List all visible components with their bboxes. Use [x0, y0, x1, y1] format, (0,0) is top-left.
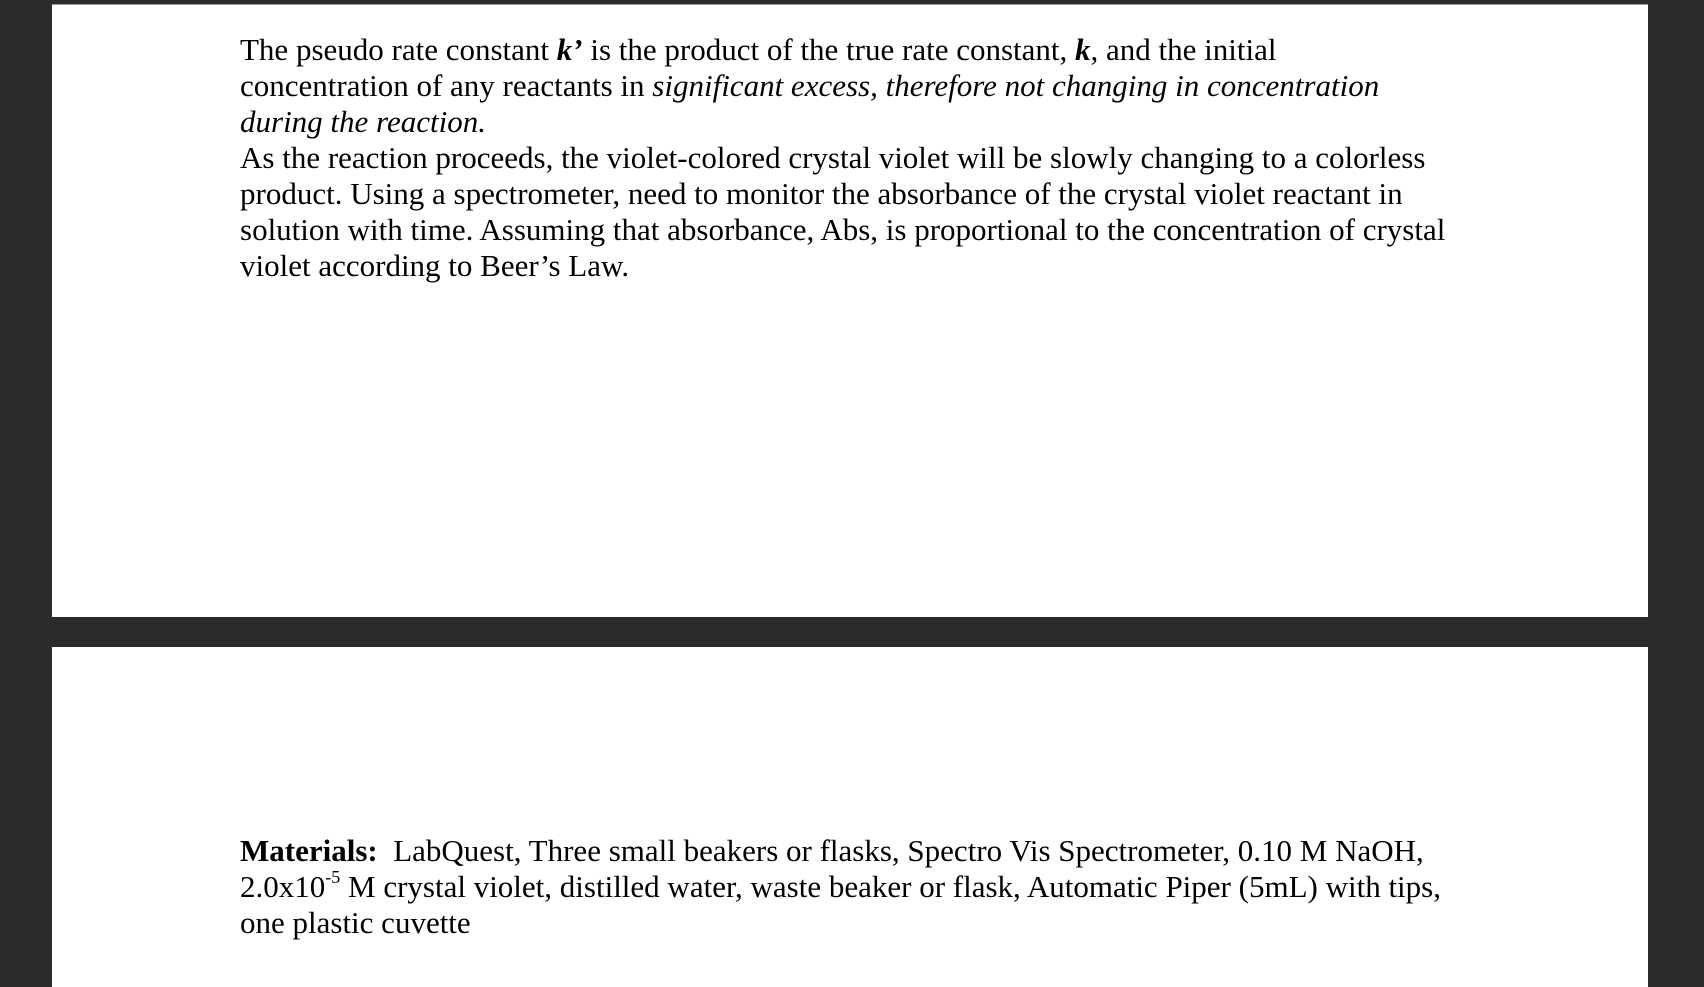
text-line: solution with time. Assuming that absorbance, Abs, is proportional to the concentration of crystal — [240, 212, 1446, 247]
k-prime-symbol: k’ — [556, 32, 583, 67]
exponent: -5 — [325, 866, 341, 887]
materials-label: Materials: — [240, 833, 378, 868]
text-line: product. Using a spectrometer, need to monitor the absorbance of the crystal violet reactant in — [240, 176, 1403, 211]
document-page-1 — [52, 4, 1648, 617]
text-line: violet according to Beer’s Law. — [240, 248, 630, 283]
text-line: one plastic cuvette — [240, 905, 471, 940]
text-line: during the reaction. — [240, 104, 486, 139]
text-line: Materials: LabQuest, Three small beakers or flasks, Spectro Vis Spectrometer, 0.10 M NaOH, — [240, 833, 1424, 868]
rate-constant-text — [240, 32, 1540, 284]
text-line: concentration of any reactants in significant excess, therefore not changing in concentration — [240, 68, 1380, 103]
k-symbol: k — [1075, 32, 1091, 67]
text-line: $2.0x10^{-5}$ M crystal violet, distilled water, waste beaker or flask, Automatic Piper (5mL) with tips, — [240, 866, 1441, 904]
materials-section — [240, 833, 1540, 941]
text-line: As the reaction proceeds, the violet-colored crystal violet will be slowly changing to a colorless — [240, 140, 1426, 175]
text-line: The pseudo rate constant k’ is the product of the true rate constant, k, and the initial — [240, 32, 1277, 67]
document-page-2 — [52, 647, 1648, 987]
